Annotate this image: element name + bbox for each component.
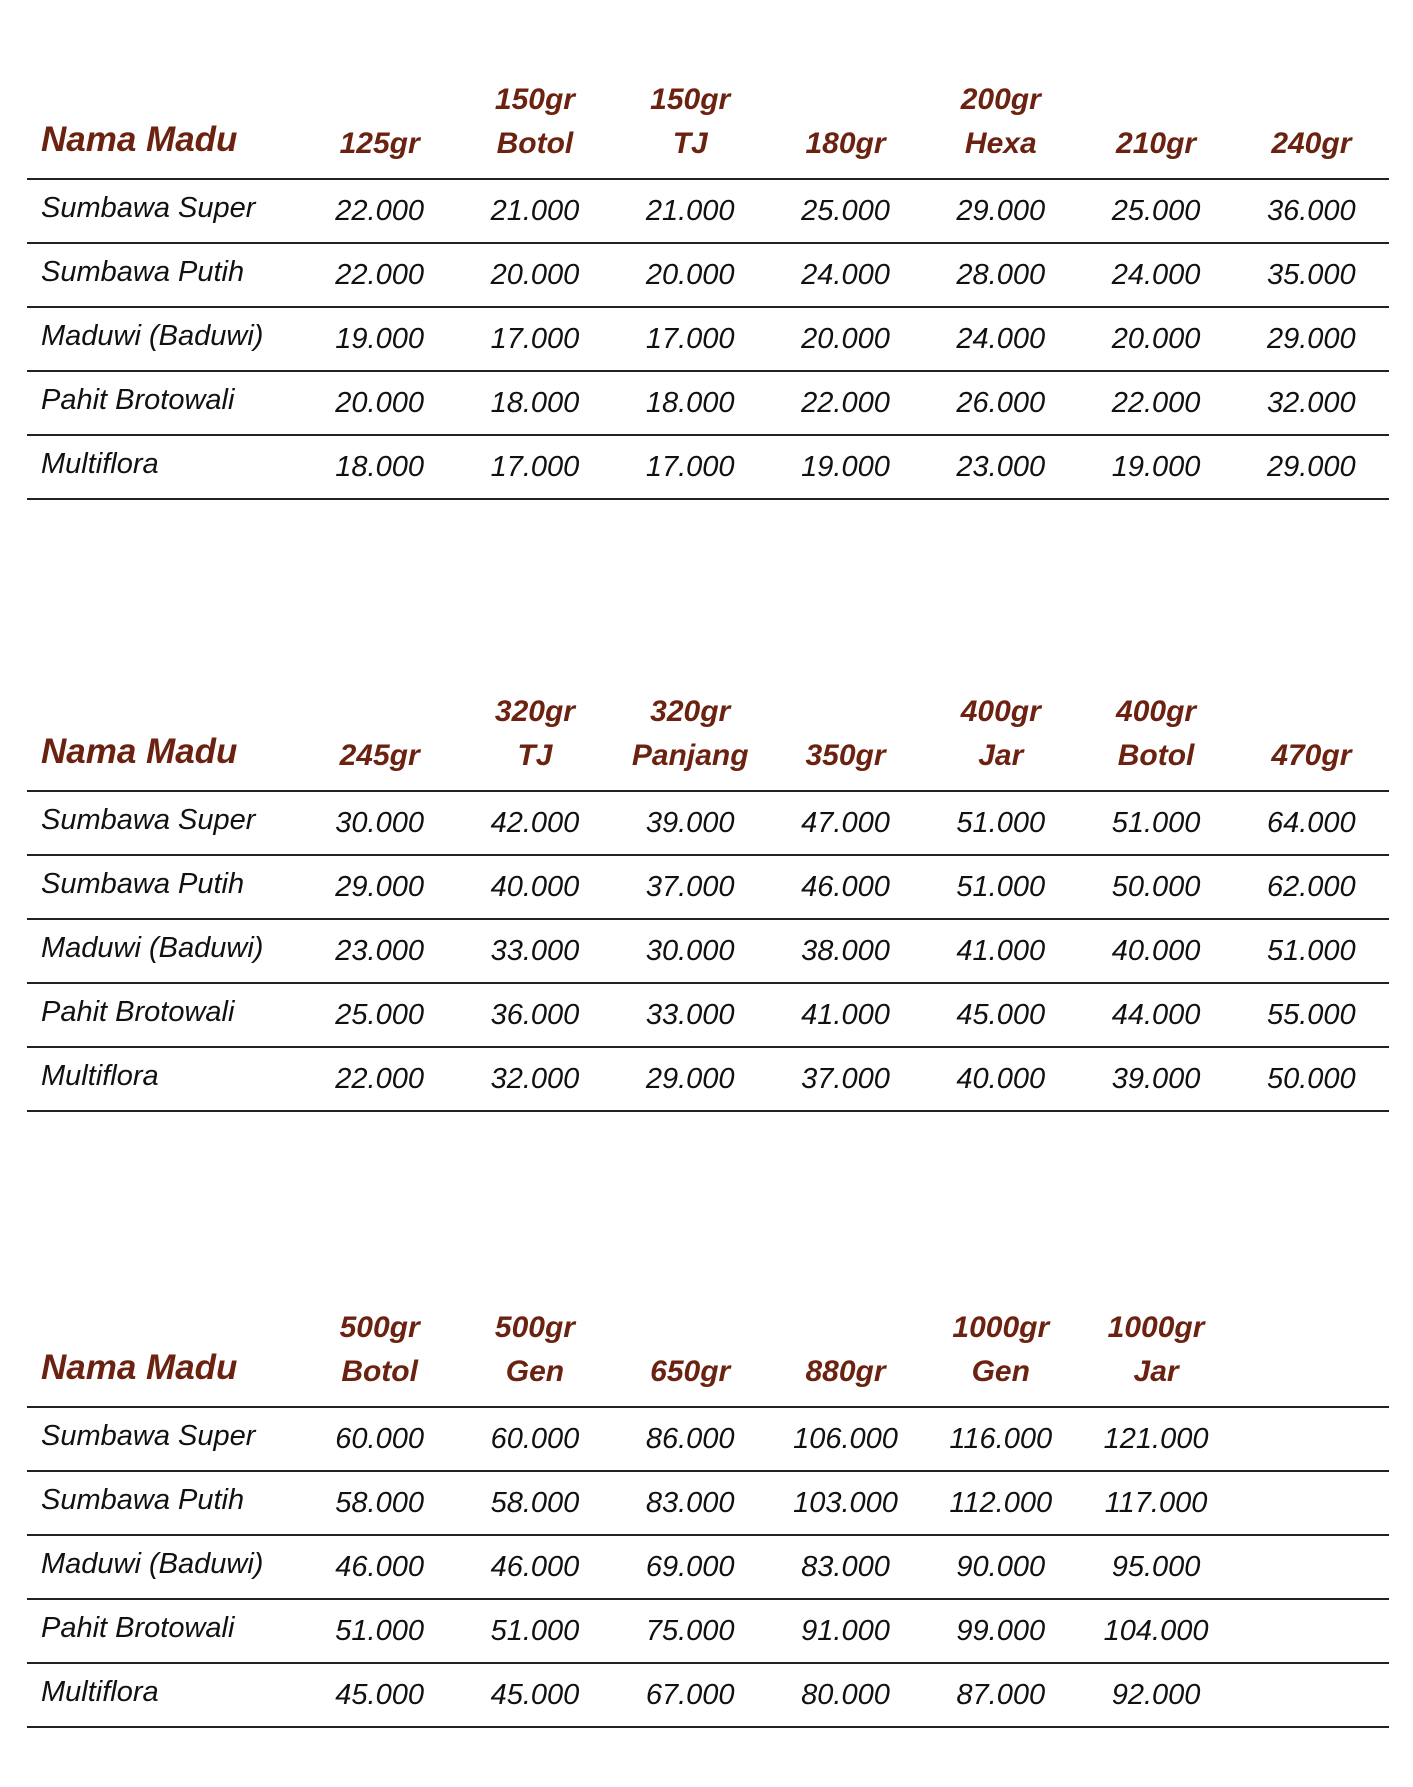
price-cell: 86.000 xyxy=(613,1407,768,1471)
size-column-header: 400gr Jar xyxy=(923,690,1078,791)
price-cell: 87.000 xyxy=(923,1663,1078,1727)
honey-name: Maduwi (Baduwi) xyxy=(27,1535,302,1599)
price-cell: 104.000 xyxy=(1078,1599,1233,1663)
price-cell: 83.000 xyxy=(613,1471,768,1535)
size-column-header: 180gr xyxy=(768,78,923,179)
table-row xyxy=(27,371,1389,435)
price-cell: 20.000 xyxy=(302,371,457,435)
price-cell: 24.000 xyxy=(768,243,923,307)
size-column-header: 500gr Gen xyxy=(457,1306,612,1407)
price-table-3 xyxy=(27,1306,1389,1728)
price-cell: 116.000 xyxy=(923,1407,1078,1471)
price-cell: 33.000 xyxy=(613,983,768,1047)
price-cell: 51.000 xyxy=(923,791,1078,855)
table-row xyxy=(27,1471,1389,1535)
size-column-header: 500gr Botol xyxy=(302,1306,457,1407)
price-cell: 18.000 xyxy=(302,435,457,499)
size-column-header: 150gr TJ xyxy=(613,78,768,179)
price-cell: 32.000 xyxy=(457,1047,612,1111)
price-cell: 22.000 xyxy=(1078,371,1233,435)
table-row xyxy=(27,983,1389,1047)
price-cell: 95.000 xyxy=(1078,1535,1233,1599)
price-cell: 29.000 xyxy=(1234,307,1389,371)
price-cell: 37.000 xyxy=(768,1047,923,1111)
price-cell: 62.000 xyxy=(1234,855,1389,919)
honey-name: Multiflora xyxy=(27,1663,302,1727)
empty-cell xyxy=(1234,1407,1389,1471)
price-cell: 67.000 xyxy=(613,1663,768,1727)
table-row xyxy=(27,919,1389,983)
price-cell: 58.000 xyxy=(302,1471,457,1535)
price-cell: 45.000 xyxy=(457,1663,612,1727)
price-cell: 17.000 xyxy=(613,307,768,371)
table-row xyxy=(27,1535,1389,1599)
price-cell: 19.000 xyxy=(768,435,923,499)
price-cell: 42.000 xyxy=(457,791,612,855)
price-cell: 26.000 xyxy=(923,371,1078,435)
price-cell: 21.000 xyxy=(613,179,768,243)
honey-name: Sumbawa Super xyxy=(27,791,302,855)
price-cell: 55.000 xyxy=(1234,983,1389,1047)
price-cell: 60.000 xyxy=(302,1407,457,1471)
empty-cell xyxy=(1234,1663,1389,1727)
table-row xyxy=(27,855,1389,919)
price-cell: 37.000 xyxy=(613,855,768,919)
honey-name: Pahit Brotowali xyxy=(27,371,302,435)
name-column-header: Nama Madu xyxy=(27,78,302,179)
price-cell: 51.000 xyxy=(1078,791,1233,855)
price-cell: 17.000 xyxy=(613,435,768,499)
size-column-header: 650gr xyxy=(613,1306,768,1407)
price-cell: 19.000 xyxy=(1078,435,1233,499)
price-cell: 60.000 xyxy=(457,1407,612,1471)
table-row xyxy=(27,1599,1389,1663)
price-cell: 25.000 xyxy=(768,179,923,243)
price-cell: 23.000 xyxy=(923,435,1078,499)
price-cell: 121.000 xyxy=(1078,1407,1233,1471)
price-cell: 51.000 xyxy=(1234,919,1389,983)
price-cell: 92.000 xyxy=(1078,1663,1233,1727)
honey-name: Sumbawa Putih xyxy=(27,243,302,307)
empty-cell xyxy=(1234,1535,1389,1599)
price-cell: 28.000 xyxy=(923,243,1078,307)
price-cell: 36.000 xyxy=(1234,179,1389,243)
price-cell: 46.000 xyxy=(302,1535,457,1599)
price-cell: 45.000 xyxy=(923,983,1078,1047)
name-column-header: Nama Madu xyxy=(27,690,302,791)
size-column-header: 880gr xyxy=(768,1306,923,1407)
price-cell: 117.000 xyxy=(1078,1471,1233,1535)
price-cell: 83.000 xyxy=(768,1535,923,1599)
price-cell: 91.000 xyxy=(768,1599,923,1663)
price-cell: 33.000 xyxy=(457,919,612,983)
table-row xyxy=(27,243,1389,307)
price-cell: 90.000 xyxy=(923,1535,1078,1599)
price-cell: 69.000 xyxy=(613,1535,768,1599)
price-cell: 99.000 xyxy=(923,1599,1078,1663)
price-cell: 22.000 xyxy=(302,1047,457,1111)
price-cell: 64.000 xyxy=(1234,791,1389,855)
price-cell: 17.000 xyxy=(457,307,612,371)
price-cell: 18.000 xyxy=(613,371,768,435)
honey-name: Sumbawa Super xyxy=(27,179,302,243)
size-column-header: 350gr xyxy=(768,690,923,791)
size-column-header: 240gr xyxy=(1234,78,1389,179)
price-cell: 32.000 xyxy=(1234,371,1389,435)
price-cell: 46.000 xyxy=(457,1535,612,1599)
price-cell: 46.000 xyxy=(768,855,923,919)
price-cell: 50.000 xyxy=(1234,1047,1389,1111)
price-cell: 41.000 xyxy=(768,983,923,1047)
size-column-header: 200gr Hexa xyxy=(923,78,1078,179)
price-cell: 30.000 xyxy=(613,919,768,983)
price-cell: 41.000 xyxy=(923,919,1078,983)
price-cell: 75.000 xyxy=(613,1599,768,1663)
header-row xyxy=(27,690,1389,791)
price-cell: 112.000 xyxy=(923,1471,1078,1535)
price-cell: 29.000 xyxy=(613,1047,768,1111)
price-cell: 21.000 xyxy=(457,179,612,243)
price-cell: 38.000 xyxy=(768,919,923,983)
price-cell: 39.000 xyxy=(613,791,768,855)
size-column-header: 1000gr Gen xyxy=(923,1306,1078,1407)
price-cell: 18.000 xyxy=(457,371,612,435)
price-cell: 39.000 xyxy=(1078,1047,1233,1111)
price-cell: 40.000 xyxy=(457,855,612,919)
price-cell: 24.000 xyxy=(923,307,1078,371)
price-cell: 35.000 xyxy=(1234,243,1389,307)
size-column-header: 125gr xyxy=(302,78,457,179)
header-row xyxy=(27,1306,1389,1407)
size-column-header: 245gr xyxy=(302,690,457,791)
table-row xyxy=(27,1407,1389,1471)
size-column-header: 320gr TJ xyxy=(457,690,612,791)
size-column-header: 1000gr Jar xyxy=(1078,1306,1233,1407)
size-column-header: 210gr xyxy=(1078,78,1233,179)
size-column-header: 320gr Panjang xyxy=(613,690,768,791)
price-cell: 22.000 xyxy=(768,371,923,435)
price-cell: 17.000 xyxy=(457,435,612,499)
price-cell: 22.000 xyxy=(302,243,457,307)
price-cell: 36.000 xyxy=(457,983,612,1047)
table-row xyxy=(27,179,1389,243)
price-cell: 19.000 xyxy=(302,307,457,371)
price-cell: 51.000 xyxy=(923,855,1078,919)
honey-name: Sumbawa Super xyxy=(27,1407,302,1471)
price-cell: 23.000 xyxy=(302,919,457,983)
honey-name: Maduwi (Baduwi) xyxy=(27,919,302,983)
empty-cell xyxy=(1234,1471,1389,1535)
price-cell: 25.000 xyxy=(1078,179,1233,243)
name-column-header: Nama Madu xyxy=(27,1306,302,1407)
price-cell: 47.000 xyxy=(768,791,923,855)
price-cell: 103.000 xyxy=(768,1471,923,1535)
table-row xyxy=(27,435,1389,499)
price-cell: 20.000 xyxy=(457,243,612,307)
price-cell: 24.000 xyxy=(1078,243,1233,307)
table-row xyxy=(27,307,1389,371)
honey-name: Pahit Brotowali xyxy=(27,1599,302,1663)
size-column-header: 470gr xyxy=(1234,690,1389,791)
honey-name: Pahit Brotowali xyxy=(27,983,302,1047)
honey-name: Multiflora xyxy=(27,435,302,499)
price-cell: 29.000 xyxy=(923,179,1078,243)
price-cell: 51.000 xyxy=(302,1599,457,1663)
price-cell: 40.000 xyxy=(923,1047,1078,1111)
price-cell: 106.000 xyxy=(768,1407,923,1471)
size-column-header: 400gr Botol xyxy=(1078,690,1233,791)
price-cell: 20.000 xyxy=(768,307,923,371)
empty-column-header xyxy=(1234,1306,1389,1407)
price-cell: 50.000 xyxy=(1078,855,1233,919)
price-cell: 80.000 xyxy=(768,1663,923,1727)
table-row xyxy=(27,1663,1389,1727)
honey-name: Sumbawa Putih xyxy=(27,1471,302,1535)
price-cell: 20.000 xyxy=(1078,307,1233,371)
honey-name: Maduwi (Baduwi) xyxy=(27,307,302,371)
empty-cell xyxy=(1234,1599,1389,1663)
price-cell: 25.000 xyxy=(302,983,457,1047)
header-row xyxy=(27,78,1389,179)
price-cell: 51.000 xyxy=(457,1599,612,1663)
price-cell: 40.000 xyxy=(1078,919,1233,983)
price-cell: 58.000 xyxy=(457,1471,612,1535)
table-row xyxy=(27,1047,1389,1111)
size-column-header: 150gr Botol xyxy=(457,78,612,179)
price-table-2 xyxy=(27,690,1389,1112)
price-table-1 xyxy=(27,78,1389,500)
price-cell: 30.000 xyxy=(302,791,457,855)
price-cell: 29.000 xyxy=(1234,435,1389,499)
honey-name: Sumbawa Putih xyxy=(27,855,302,919)
price-cell: 44.000 xyxy=(1078,983,1233,1047)
price-cell: 22.000 xyxy=(302,179,457,243)
honey-name: Multiflora xyxy=(27,1047,302,1111)
price-cell: 29.000 xyxy=(302,855,457,919)
price-cell: 20.000 xyxy=(613,243,768,307)
table-row xyxy=(27,791,1389,855)
price-cell: 45.000 xyxy=(302,1663,457,1727)
